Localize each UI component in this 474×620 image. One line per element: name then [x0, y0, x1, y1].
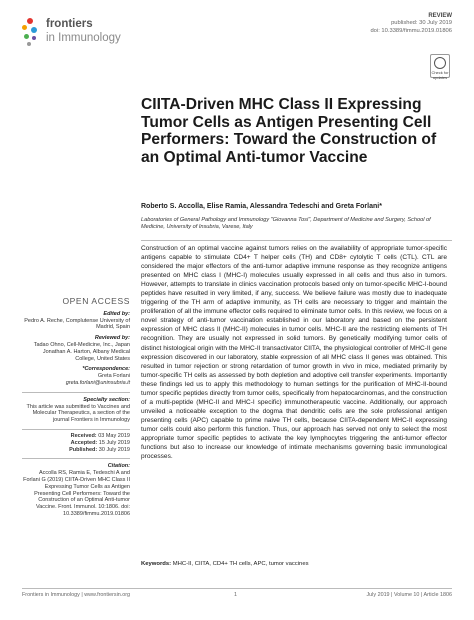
divider: [141, 240, 452, 241]
article-type: REVIEW: [428, 13, 452, 19]
published-label: Published:: [69, 446, 98, 453]
specialty-label: Specialty section:: [83, 396, 130, 403]
sidebar-divider: [22, 458, 130, 459]
footer-volume: July 2019 | Volume 10 | Article 1806: [366, 592, 452, 598]
affiliation: Laboratories of General Pathology and Immunology "Giovanna Tosi", Department of Medicine and Surgery, School of Medicine, University of Insubria, Varese, Italy: [141, 217, 431, 230]
accepted-row: [22, 440, 130, 447]
check-updates-label: Check for updates: [431, 70, 449, 80]
author-list: Roberto S. Accolla, Elise Ramia, Alessandra Tedeschi and Greta Forlani*: [141, 203, 382, 210]
published-date-side: 30 July 2019: [98, 446, 130, 453]
abstract: Construction of an optimal vaccine against tumors relies on the availability of appropriate tumor-specific antigens capable to stimulate CD4+ T helper cells (TH) and CD8+ cytolytic T cells (CTL). CTL are considered the major effectors of the anti-tumor adaptive immune response as they recognize antigens presented on MHC class I (MHC-I) molecules usually expressed in all cells and thus also in tumors. However, attempts to translate in clinics vaccination protocols based only on tumor-specific MHC-I-bound peptides have resulted in very limited, if any, success. We believe failure was mostly due to inadequate triggering of the TH arm of adaptive immunity, as TH cells are necessary to trigger and maintain the proliferation of all the immune effector cells required to eliminate tumor cells. In this review, we focus on a novel strategy of anti-tumor vaccination established in our laboratory and based on the persistent expression of MHC class II (MHC-II) molecules in tumor cells. MHC-II are the restricting elements of TH recognition. They are usually not expressed in solid tumors. By genetically modifying tumor cells of distinct histological origin with the MHC-II transactivator CIITA, the physiological controller of MHC-II gene expression discovered in our laboratory, stable expression of all MHC class II genes was obtained. This resulted in tumor rejection or strong retardation of tumor growth in vivo in mice, mediated primarily by tumor-specific TH cells as assessed by both depletion and adoptive cell transfer experiments. Importantly these findings led us to apply this methodology to human settings for the purification of MHC-II-bound tumor specific peptides directly from tumor cells, specifically from hepatocarcinomas, and the construction of a multi-peptide (MHC-II and MHC-I specific) immunotherapeutic vaccine. Additionally, our approach unveiled a noticeable exception to the dogma that dendritic cells are the sole professional antigen presenting cells (APC) capable to prime naive TH cells, because CIITA-dependent MHC-II expressing tumor cells could also perform this function. Thus, our approach has served not only to select the most appropriate tumor specific peptides to activate the key lymphocytes triggering the anti-tumor effector functions but also to increase our knowledge of intimate mechanisms governing basic immunological processes.: [141, 245, 448, 461]
citation-label: Citation:: [107, 463, 130, 470]
citation-text: Accolla RS, Ramia E, Tedeschi A and Forlani G (2019) CIITA-Driven MHC Class II Expressing Tumor Cells as Antigen Presenting Cell Performers: Toward the Construction of an Optimal Anti-tumor Vaccine. Front. Immunol. 10:1806. doi: 10.3389/fimmu.2019.01806: [23, 470, 130, 517]
journal-brand: frontiers: [46, 18, 93, 30]
keywords-text: MHC-II, CIITA, CD4+ TH cells, APC, tumor vaccines: [172, 561, 309, 567]
article-title: CIITA-Driven MHC Class II Expressing Tumor Cells as Antigen Presenting Cell Performers: Toward the Construction of an Optimal Anti-tumor Vaccine: [141, 96, 437, 166]
reviewer-2: Jonathan A. Harton, Albany Medical College, United States: [42, 348, 130, 362]
check-for-updates-button[interactable]: [430, 54, 450, 78]
open-access-label: OPEN ACCESS: [62, 296, 130, 306]
update-check-icon: [434, 57, 446, 69]
published-date: published: 30 July 2019: [391, 20, 452, 27]
page-number: 1: [234, 592, 237, 598]
specialty-text: This article was submitted to Vaccines and Molecular Therapeutics, a section of the journal Frontiers in Immunology: [26, 403, 130, 424]
article-meta: [370, 13, 452, 35]
doi-link[interactable]: doi: 10.3389/fimmu.2019.01806: [370, 27, 452, 34]
page-footer: [22, 588, 452, 599]
keywords: [141, 561, 447, 567]
edited-by-label: Edited by:: [103, 310, 130, 317]
sidebar-divider: [22, 392, 130, 393]
frontiers-logo[interactable]: [22, 16, 142, 56]
received-date: 03 May 2019: [98, 432, 130, 439]
reviewer-1: Tadao Ohno, Cell-Medicine, Inc., Japan: [33, 341, 130, 348]
sidebar-divider: [22, 429, 130, 430]
accepted-date: 15 July 2019: [98, 439, 130, 446]
accepted-label: Accepted:: [70, 439, 98, 446]
footer-journal-link[interactable]: Frontiers in Immunology | www.frontiersin.org: [22, 592, 131, 598]
editor: Pedro A. Reche, Complutense University of Madrid, Spain: [24, 317, 130, 331]
journal-section: in Immunology: [46, 32, 121, 44]
reviewed-by-label: Reviewed by:: [94, 335, 130, 342]
frontiers-dots-icon: [22, 18, 40, 48]
correspondence-email[interactable]: greta.forlani@uninsubria.it: [65, 379, 130, 386]
sidebar-info: [22, 298, 130, 518]
correspondence-name: Greta Forlani: [97, 373, 130, 380]
keywords-label: Keywords:: [141, 561, 172, 567]
received-label: Received:: [70, 432, 97, 439]
correspondence-label: *Correspondence:: [82, 366, 130, 373]
received-row: [22, 433, 130, 440]
published-row: [22, 447, 130, 454]
